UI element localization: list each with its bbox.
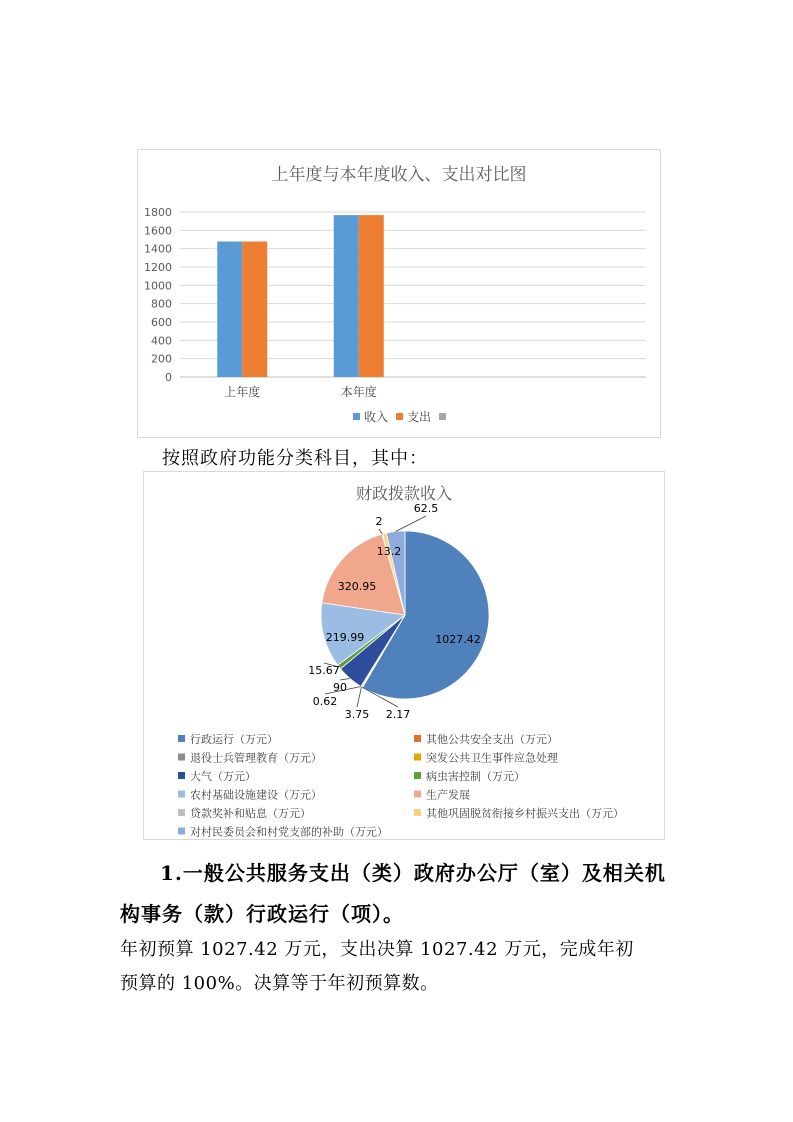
section-heading-line1: 1.一般公共服务支出（类）政府办公厅（室）及相关机 (160, 861, 666, 885)
legend-swatch (353, 413, 360, 420)
y-tick-label: 1000 (144, 279, 172, 293)
x-category-label: 本年度 (340, 385, 377, 399)
y-tick-label: 1800 (144, 206, 172, 219)
legend-label: 贷款奖补和贴息（万元） (190, 807, 311, 820)
legend-swatch (414, 772, 421, 779)
legend-label: 其他公共安全支出（万元） (426, 733, 558, 746)
legend-swatch (178, 828, 185, 835)
legend-label: 行政运行（万元） (190, 733, 278, 746)
bar-chart (138, 150, 660, 437)
pie-value-label: 219.99 (325, 631, 365, 644)
y-tick-label: 1600 (144, 224, 172, 238)
legend-label: 其他巩固脱贫衔接乡村振兴支出（万元） (426, 807, 624, 820)
legend-label: 病虫害控制（万元） (426, 770, 525, 783)
legend-swatch (178, 754, 185, 761)
pie-chart (144, 472, 664, 839)
y-tick-label: 0 (165, 371, 172, 384)
pie-value-label: 62.5 (413, 502, 439, 515)
y-tick-label: 1400 (144, 242, 172, 256)
body-paragraph-line2: 预算的 100%。决算等于年初预算数。 (120, 973, 439, 994)
section-heading-line2: 构事务（款）行政运行（项）。 (120, 902, 404, 926)
pie-value-label: 90 (333, 681, 347, 694)
bar-chart-frame (137, 149, 661, 438)
legend-swatch (414, 791, 421, 798)
legend-swatch (414, 754, 421, 761)
pie-value-label: 320.95 (337, 580, 377, 593)
y-tick-label: 400 (151, 334, 172, 348)
x-category-label: 上年度 (224, 385, 261, 399)
legend-label: 农村基础设施建设（万元） (190, 788, 322, 802)
pie-chart-frame (143, 471, 665, 840)
leader-line (396, 516, 426, 532)
legend-label: 生产发展 (426, 788, 470, 802)
pie-value-label: 1027.42 (435, 633, 481, 646)
leader-line (340, 679, 350, 681)
pie-value-label: 15.67 (308, 664, 340, 677)
legend-swatch (396, 413, 403, 420)
leader-line (357, 687, 362, 707)
legend-swatch (178, 791, 185, 798)
legend-swatch (178, 772, 185, 779)
legend-swatch (414, 809, 421, 816)
legend-swatch (439, 413, 446, 420)
y-tick-label: 600 (151, 316, 172, 329)
bar-income (217, 242, 242, 377)
legend-label: 突发公共卫生事件应急处理 (426, 751, 558, 765)
legend-swatch (178, 809, 185, 816)
legend-label: 对村民委员会和村党支部的补助（万元） (190, 825, 388, 839)
intro-text: 按照政府功能分类科目，其中： (162, 448, 428, 469)
legend-label: 大气（万元） (190, 770, 256, 783)
pie-value-label: 13.2 (376, 545, 402, 558)
legend-swatch (178, 735, 185, 742)
y-tick-label: 1200 (144, 261, 172, 274)
bar-expense (242, 242, 267, 377)
pie-value-label: 2 (375, 515, 383, 528)
body-paragraph-line1: 年初预算 1027.42 万元，支出决算 1027.42 万元，完成年初 (120, 939, 634, 960)
pie-value-label: 3.75 (344, 708, 370, 721)
legend-label: 支出 (407, 410, 432, 424)
pie-value-label: 0.62 (312, 695, 338, 708)
legend-label: 退役士兵管理教育（万元） (190, 751, 322, 765)
bar-expense (359, 215, 384, 377)
legend-swatch (414, 735, 421, 742)
y-tick-label: 200 (151, 352, 172, 366)
legend-label: 收入 (364, 410, 389, 424)
pie-chart-title: 财政拨款收入 (355, 484, 453, 503)
leader-line (379, 529, 382, 534)
y-tick-label: 800 (151, 297, 172, 311)
bar-chart-title: 上年度与本年度收入、支出对比图 (271, 165, 527, 185)
pie-value-label: 2.17 (385, 708, 411, 721)
bar-income (334, 215, 359, 377)
